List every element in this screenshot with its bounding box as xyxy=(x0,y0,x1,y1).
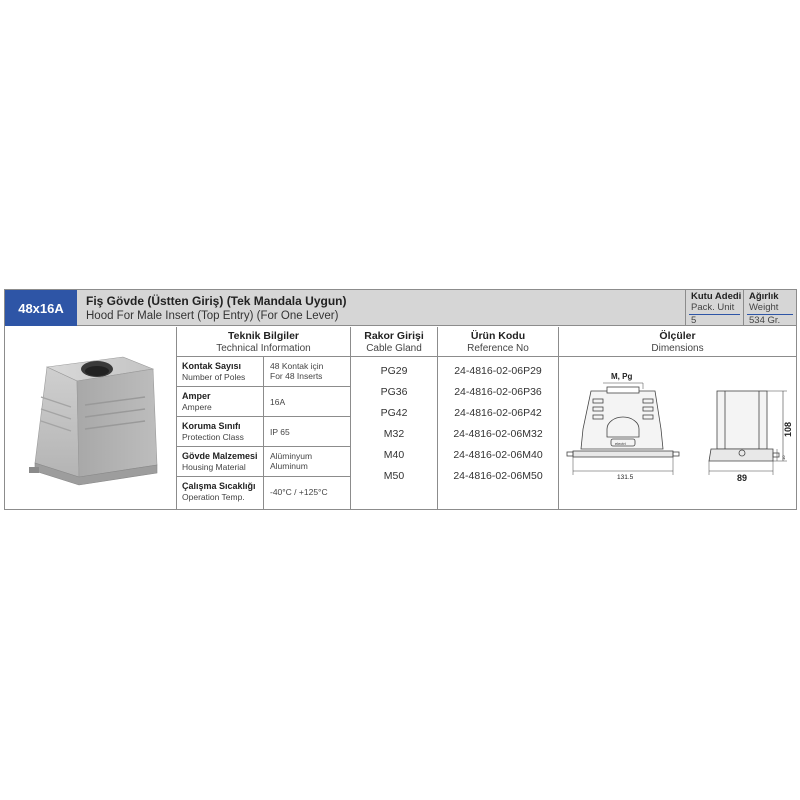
col-dimensions xyxy=(559,327,796,357)
spec-label-en: Operation Temp. xyxy=(182,492,245,502)
product-sheet xyxy=(4,289,797,510)
spec-value-text: 16A xyxy=(270,397,286,407)
base-height-label: 10 xyxy=(781,455,786,460)
spec-label-en: Number of Poles xyxy=(182,372,246,382)
spec-label-tr: Kontak Sayısı xyxy=(182,361,242,371)
dimensions-drawing-cell xyxy=(559,357,796,510)
logo-text: electri xyxy=(615,441,626,446)
height-dimension-label: 108 xyxy=(783,421,793,437)
spec-value-tr: Alüminyum xyxy=(270,451,313,461)
col-cable-gland xyxy=(351,327,438,357)
col-ref-tr: Ürün Kodu xyxy=(470,330,526,342)
side-view xyxy=(709,391,787,475)
spec-label xyxy=(177,447,264,476)
weight-label-tr: Ağırlık xyxy=(749,291,779,302)
spec-value-en: Aluminum xyxy=(270,461,308,471)
gland-item: PG36 xyxy=(380,386,408,398)
pack-unit-box xyxy=(685,290,743,326)
pack-label-tr: Kutu Adedi xyxy=(691,291,742,302)
weight-label-en: Weight xyxy=(749,302,779,313)
reference-item: 24-4816-02-06M50 xyxy=(453,470,543,482)
weight-box xyxy=(743,290,796,326)
spec-value xyxy=(264,477,351,510)
depth-dimension-label: 89 xyxy=(737,473,748,483)
spec-value-text: -40°C / +125°C xyxy=(270,487,328,497)
spec-label-tr: Koruma Sınıfı xyxy=(182,421,241,431)
col-dim-tr: Ölçüler xyxy=(659,330,696,342)
spec-label xyxy=(177,387,264,416)
front-view xyxy=(567,383,679,475)
spec-row-poles xyxy=(177,357,351,387)
reference-item: 24-4816-02-06M40 xyxy=(453,449,543,461)
reference-list xyxy=(438,357,559,510)
gland-item: PG29 xyxy=(380,365,408,377)
spec-row-ampere xyxy=(177,387,351,417)
reference-item: 24-4816-02-06P29 xyxy=(454,365,542,377)
spec-value-text: IP 65 xyxy=(270,427,290,437)
hood-photo xyxy=(5,327,177,510)
header-band xyxy=(5,290,796,326)
gland-item: M40 xyxy=(383,449,405,461)
spec-label-tr: Çalışma Sıcaklığı xyxy=(182,481,256,491)
entry-size-label: M, Pg xyxy=(611,372,633,381)
cable-gland-list xyxy=(351,357,438,510)
width-dimension-label: 131.5 xyxy=(617,474,634,481)
gland-item: PG42 xyxy=(380,407,408,419)
spec-label-en: Ampere xyxy=(182,402,212,412)
col-technical-info xyxy=(177,327,351,357)
col-gland-en: Cable Gland xyxy=(366,343,422,354)
product-code-badge: 48x16A xyxy=(5,290,77,326)
spec-value xyxy=(264,387,351,416)
spec-value xyxy=(264,447,351,476)
spec-value-en: For 48 Inserts xyxy=(270,371,323,381)
col-tech-en: Technical Information xyxy=(216,343,311,354)
spec-value xyxy=(264,417,351,446)
col-tech-tr: Teknik Bilgiler xyxy=(228,330,299,342)
spec-label xyxy=(177,477,264,510)
gland-item: M32 xyxy=(383,428,405,440)
reference-item: 24-4816-02-06P36 xyxy=(454,386,542,398)
spec-value xyxy=(264,357,351,386)
title-turkish: Fiş Gövde (Üstten Giriş) (Tek Mandala Uygun) xyxy=(86,294,347,308)
reference-item: 24-4816-02-06P42 xyxy=(454,407,542,419)
spec-label-en: Housing Material xyxy=(182,462,246,472)
spec-row-material xyxy=(177,447,351,477)
spec-label xyxy=(177,357,264,386)
title-english: Hood For Male Insert (Top Entry) (For One Lever) xyxy=(86,310,339,322)
col-reference-no xyxy=(438,327,559,357)
pack-divider xyxy=(689,314,740,315)
weight-value: 534 Gr. xyxy=(749,315,781,326)
col-dim-en: Dimensions xyxy=(651,343,704,354)
spec-row-protection xyxy=(177,417,351,447)
spec-label-tr: Amper xyxy=(182,391,211,401)
pack-value: 5 xyxy=(691,315,697,326)
product-photo-cell xyxy=(5,327,177,510)
spec-label xyxy=(177,417,264,446)
spec-row-temperature xyxy=(177,477,351,510)
dimension-drawing xyxy=(559,357,796,510)
spec-label-en: Protection Class xyxy=(182,432,244,442)
pack-label-en: Pack. Unit xyxy=(691,302,735,313)
reference-item: 24-4816-02-06M32 xyxy=(453,428,543,440)
gland-item: M50 xyxy=(383,470,405,482)
spec-value-tr: 48 Kontak için xyxy=(270,361,324,371)
spec-label-tr: Gövde Malzemesi xyxy=(182,451,258,461)
col-ref-en: Reference No xyxy=(467,343,529,354)
col-gland-tr: Rakor Girişi xyxy=(364,330,424,342)
